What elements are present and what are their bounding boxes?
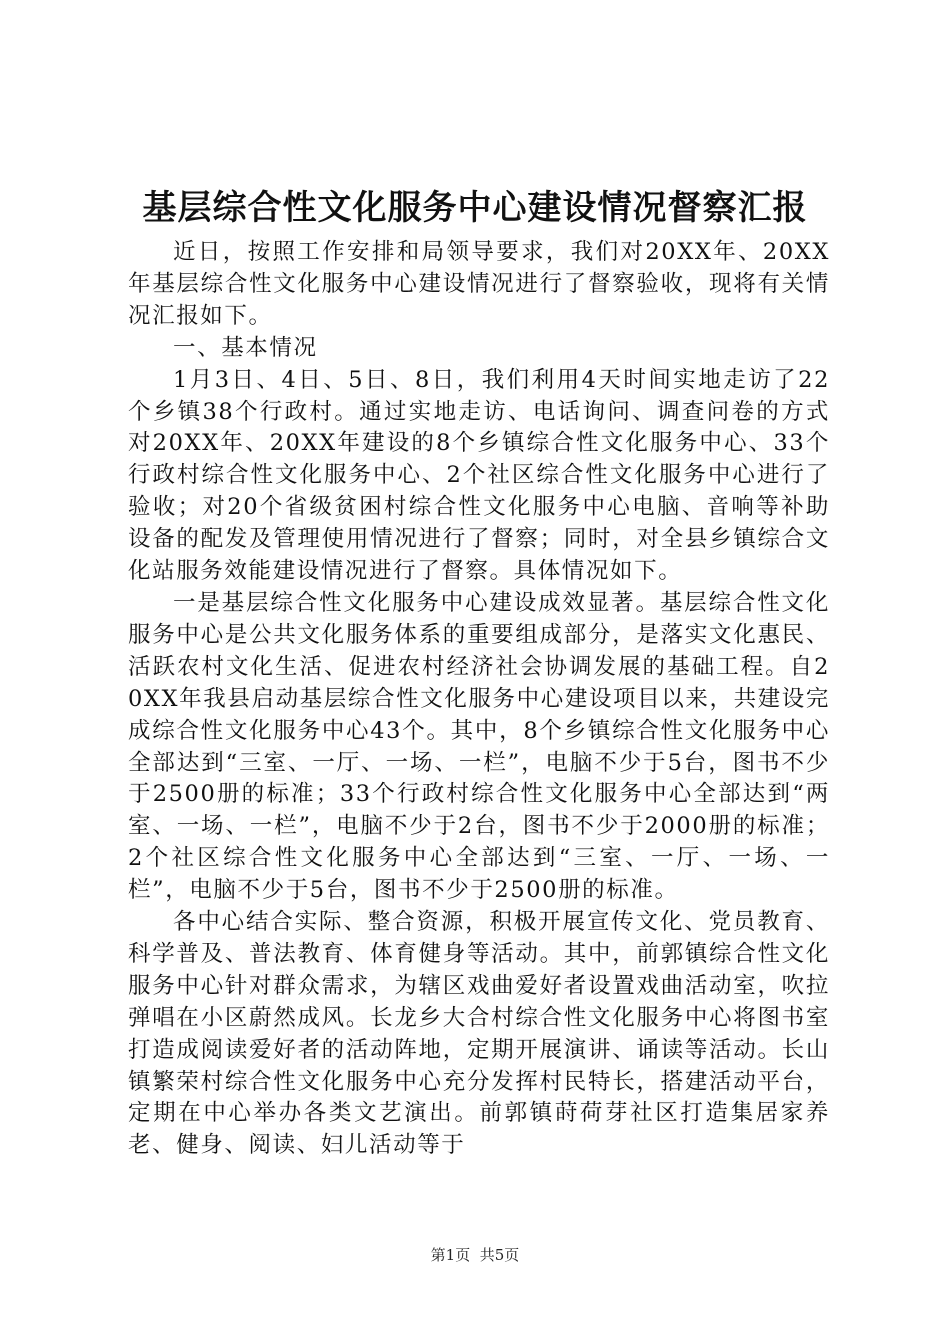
page-total: 共5页: [479, 1246, 520, 1264]
paragraph-achievements: 一是基层综合性文化服务中心建设成效显著。基层综合性文化服务中心是公共文化服务体系的重要组成部分，是落实文化惠民、活跃农村文化生活、促进农村经济社会协调发展的基础工程。自20XX年我县启动基层综合性文化服务中心建设项目以来，共建设完成综合性文化服务中心43个。其中，8个乡镇综合性文化服务中心全部达到“三室、一厅、一场、一栏”，电脑不少于5台，图书不少于2500册的标准；33个行政村综合性文化服务中心全部达到“两室、一场、一栏”，电脑不少于2台，图书不少于2000册的标准；2个社区综合性文化服务中心全部达到“三室、一厅、一场、一栏”，电脑不少于5台，图书不少于2500册的标准。: [128, 589, 830, 904]
document-body: [128, 237, 830, 1162]
paragraph-activities: 各中心结合实际、整合资源，积极开展宣传文化、党员教育、科学普及、普法教育、体育健身等活动。其中，前郭镇综合性文化服务中心针对群众需求，为辖区戏曲爱好者设置戏曲活动室，吹拉弹唱在小区蔚然成风。长龙乡大合村综合性文化服务中心将图书室打造成阅读爱好者的活动阵地，定期开展演讲、诵读等活动。长山镇繁荣村综合性文化服务中心充分发挥村民特长，搭建活动平台，定期在中心举办各类文艺演出。前郭镇莳荷芽社区打造集居家养老、健身、阅读、妇儿活动等于: [128, 909, 830, 1159]
document-title: 基层综合性文化服务中心建设情况督察汇报: [142, 188, 808, 228]
page-footer: [0, 1245, 950, 1265]
section-heading-basic: 一、基本情况: [173, 334, 318, 361]
page-number: 第1页: [430, 1246, 471, 1264]
paragraph-inspection: 1月3日、4日、5日、8日，我们利用4天时间实地走访了22个乡镇38个行政村。通过实地走访、电话询问、调查问卷的方式对20XX年、20XX年建设的8个乡镇综合性文化服务中心、33个行政村综合性文化服务中心、2个社区综合性文化服务中心进行了验收；对20个省级贫困村综合性文化服务中心电脑、音响等补助设备的配发及管理使用情况进行了督察；同时，对全县乡镇综合文化站服务效能建设情况进行了督察。具体情况如下。: [128, 366, 830, 585]
paragraph-intro: 近日，按照工作安排和局领导要求，我们对20XX年、20XX年基层综合性文化服务中心建设情况进行了督察验收，现将有关情况汇报如下。: [128, 239, 830, 329]
